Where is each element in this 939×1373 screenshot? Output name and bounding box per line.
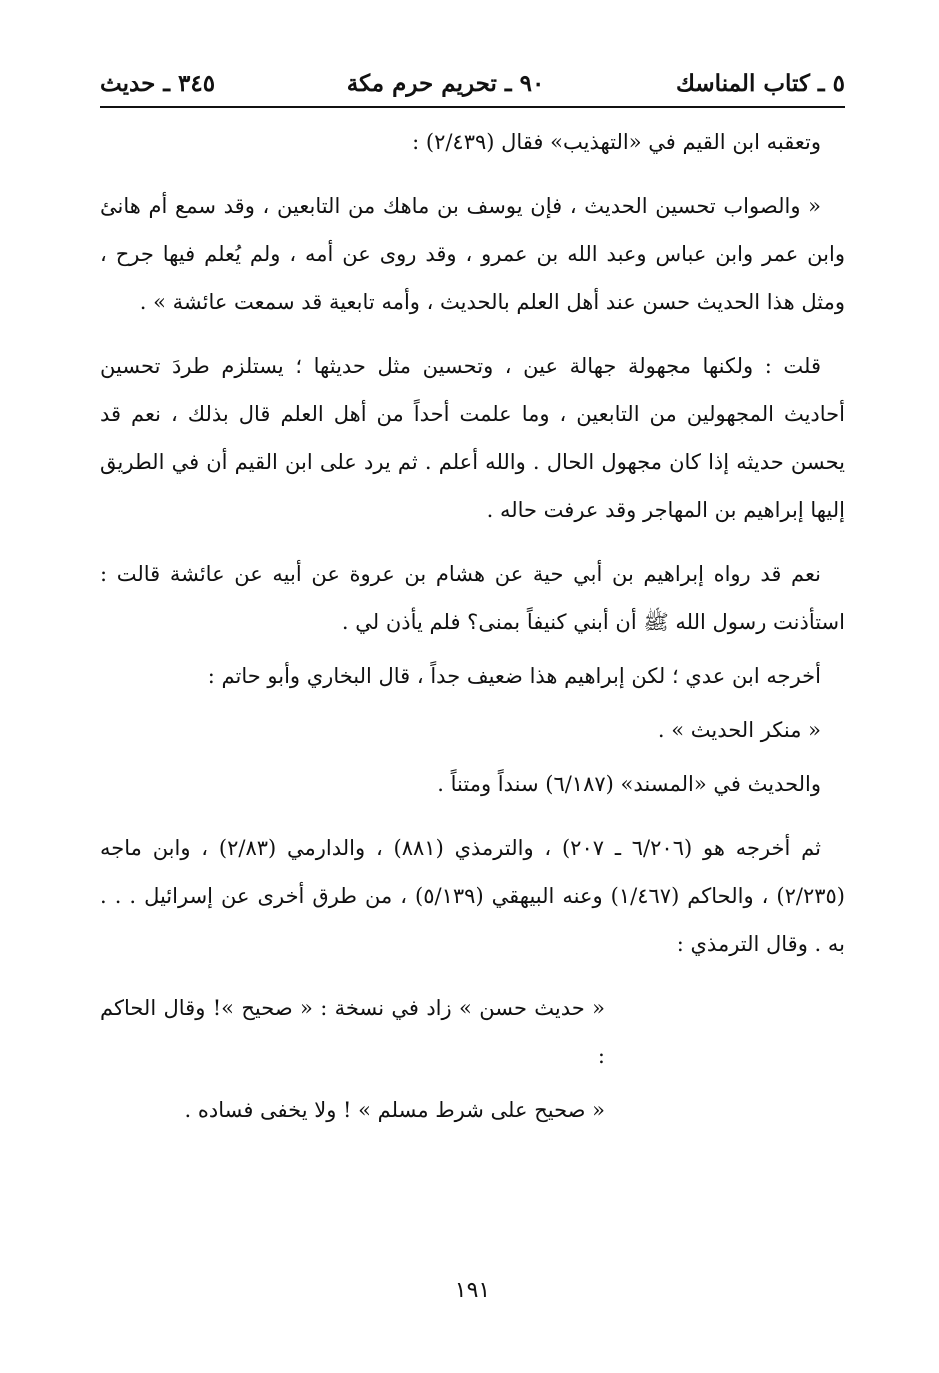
paragraph-ibrahim-narration: نعم قد رواه إبراهيم بن أبي حية عن هشام بن عروة عن أبيه عن عائشة قالت : استأذنت رسول الله ﷺ أن أبني كنيفاً بمنى؟ فلم يأذن لي . (100, 562, 845, 634)
paragraph-takhrij: ثم أخرجه هو (٦/٢٠٦ ـ ٢٠٧) ، والترمذي (٨٨١) ، والدارمي (٢/٨٣) ، وابن ماجه (٢/٢٣٥) ، والحاكم (١/٤٦٧) وعنه البيهقي (٥/١٣٩) ، من طرق أخرى عن إسرائيل . . . به . وقال الترمذي : (100, 836, 845, 956)
header-hadith-number: ٣٤٥ ـ حديث (100, 69, 216, 97)
header-section: ٩٠ ـ تحريم حرم مكة (346, 69, 545, 97)
paragraph-musnad: والحديث في «المسند» (٦/١٨٧) سنداً ومتناً . (437, 772, 821, 796)
paragraph-author-comment: قلت : ولكنها مجهولة جهالة عين ، وتحسين مثل حديثها ؛ يستلزم طردَ تحسين أحاديث المجهولين من التابعين ، وما علمت أحداً من أهل العلم قال بذلك ، نعم قد يحسن حديثه إذا كان مجهول الحال . والله أعلم . ثم يرد على ابن القيم أن في الطريق إليها إبراهيم بن المهاجر وقد عرفت حاله . (100, 354, 845, 522)
book-page (100, 0, 845, 1373)
paragraph-ibn-qayyim-quote: « والصواب تحسين الحديث ، فإن يوسف بن ماهك من التابعين ، وقد سمع أم هانئ وابن عمر وابن عباس وعبد الله بن عمرو ، وقد روى عن أمه ، ولم يُعلم فيها جرح ، ومثل هذا الحديث حسن عند أهل العلم بالحديث ، وأمه تابعية قد سمعت عائشة » . (100, 194, 845, 314)
header-chapter: ٥ ـ كتاب المناسك (676, 69, 845, 97)
paragraph-ibn-qayyim-intro: وتعقبه ابن القيم في «التهذيب» فقال (٢/٤٣٩) : (412, 130, 821, 154)
page-body (100, 118, 845, 1134)
paragraph-hakim-quote: « صحيح على شرط مسلم » ! ولا يخفى فساده . (184, 1098, 605, 1122)
running-header (100, 66, 845, 100)
paragraph-ibn-adi: أخرجه ابن عدي ؛ لكن إبراهيم هذا ضعيف جداً ، قال البخاري وأبو حاتم : (207, 664, 821, 688)
page-number: ١٩١ (454, 1278, 491, 1303)
header-divider (100, 106, 845, 108)
paragraph-tirmidhi-quote: « حديث حسن » زاد في نسخة : « صحيح »! وقال الحاكم : (100, 996, 605, 1068)
paragraph-munkar-quote: « منكر الحديث » . (657, 718, 821, 742)
